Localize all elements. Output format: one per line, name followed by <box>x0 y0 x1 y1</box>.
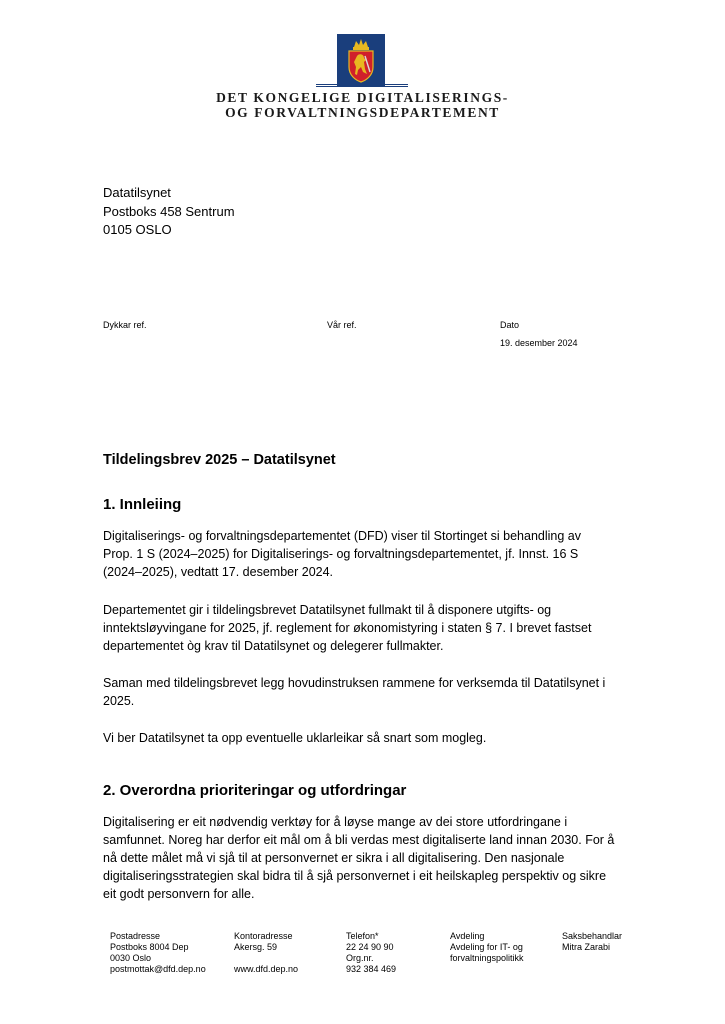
footer-value: forvaltningspolitikk <box>450 953 524 963</box>
footer-label: Avdeling <box>450 931 485 941</box>
text-line: eit godt personvern for alle. <box>103 887 255 901</box>
recipient-postcode: 0105 OSLO <box>103 222 172 237</box>
text-line: 2025. <box>103 694 135 708</box>
text-line: (2024–2025), vedtatt 17. desember 2024. <box>103 565 334 579</box>
text-line: Digitalisering er eit nødvendig verktøy for å løyse mange av dei store utfordringane i <box>103 815 568 829</box>
footer-website-link[interactable]: www.dfd.dep.no <box>234 964 299 974</box>
date-value: 19. desember 2024 <box>500 338 578 348</box>
recipient-street: Postboks 458 Sentrum <box>103 203 235 219</box>
section-1-heading: 1. Innleiing <box>103 496 182 513</box>
footer-email[interactable]: postmottak@dfd.dep.no <box>110 964 206 974</box>
footer-postal-address <box>110 931 206 975</box>
footer-phone <box>346 931 396 975</box>
date-label: Dato <box>500 320 520 330</box>
section-1-paragraph-1 <box>103 527 663 581</box>
footer-value: 0030 Oslo <box>110 953 152 963</box>
footer-label: Telefon* <box>346 931 379 941</box>
recipient-name: Datatilsynet <box>103 185 171 200</box>
footer-value: Postboks 8004 Dep <box>110 942 189 952</box>
footer-value <box>234 953 298 964</box>
text-line: Vi ber Datatilsynet ta opp eventuelle uklarleikar så snart som mogleg. <box>103 731 487 745</box>
recipient-address <box>103 184 235 240</box>
text-line: nå dette målet må vi sjå til at personvernet er sikra i all digitalisering. Den nasjonale <box>103 851 565 865</box>
section-1-paragraph-2 <box>103 601 663 655</box>
footer-value: Mitra Zarabi <box>562 942 611 952</box>
document-title: Tildelingsbrev 2025 – Datatilsynet <box>103 452 336 468</box>
text-line: Saman med tildelingsbrevet legg hovudinstruksen rammene for verksemda til Datatilsynet i <box>103 676 606 690</box>
footer-org-number: 932 384 469 <box>346 964 397 974</box>
norwegian-coat-of-arms-icon <box>337 34 385 86</box>
text-line: digitaliseringsstrategien skal bidra til å sjå personvernet i eit heilskapleg perspektiv og sikre <box>103 869 607 883</box>
footer-label: Saksbehandlar <box>562 931 623 941</box>
footer-label: Kontoradresse <box>234 931 293 941</box>
your-ref-label: Dykkar ref. <box>103 320 147 330</box>
footer-label: Postadresse <box>110 931 161 941</box>
section-1-paragraph-4 <box>103 729 663 747</box>
section-1-paragraph-3 <box>103 674 663 710</box>
footer-office-address <box>234 931 298 975</box>
text-line: departementet òg krav til Datatilsynet og delegerer fullmakter. <box>103 639 444 653</box>
text-line: Departementet gir i tildelingsbrevet Datatilsynet fullmakt til å disponere utgifts- og <box>103 603 552 617</box>
footer-value: Avdeling for IT- og <box>450 942 523 952</box>
footer-org-label: Org.nr. <box>346 953 374 963</box>
footer-department <box>450 931 524 964</box>
our-ref-label: Vår ref. <box>327 320 357 330</box>
footer-phone-number: 22 24 90 90 <box>346 942 394 952</box>
text-line: Prop. 1 S (2024–2025) for Digitaliserings- og forvaltningsdepartementet, jf. Innst. 16 S <box>103 547 579 561</box>
footer-case-handler <box>562 931 622 953</box>
department-name-line-1: DET KONGELIGE DIGITALISERINGS- <box>216 90 509 105</box>
text-line: Digitaliserings- og forvaltningsdepartementet (DFD) viser til Stortinget si behandling av <box>103 529 581 543</box>
text-line: samfunnet. Noreg har derfor eit mål om å bli verdas mest digitaliserte land innan 2030. For å <box>103 833 615 847</box>
text-line: inntektsløyvingane for 2025, jf. reglement for økonomistyring i staten § 7. I brevet fastset <box>103 621 592 635</box>
header-rule <box>316 84 408 88</box>
section-2-paragraph-1 <box>103 813 663 903</box>
footer-value: Akersg. 59 <box>234 942 278 952</box>
department-name-line-2: OG FORVALTNINGSDEPARTEMENT <box>225 105 500 120</box>
section-2-heading: 2. Overordna prioriteringar og utfordringar <box>103 782 407 799</box>
